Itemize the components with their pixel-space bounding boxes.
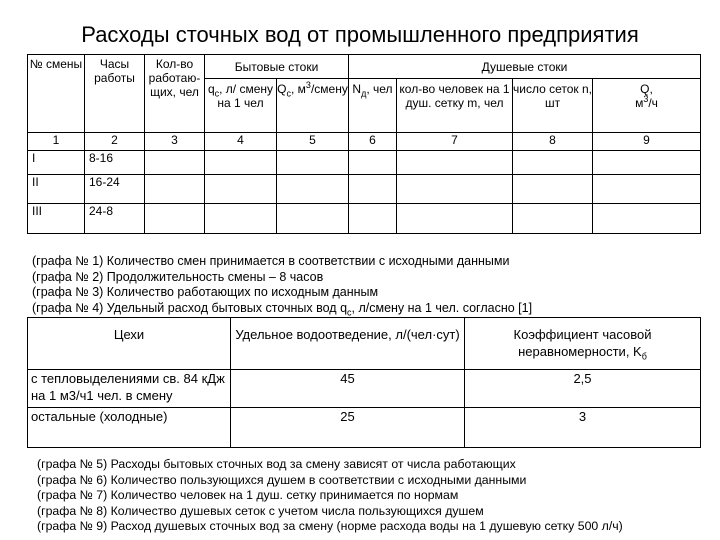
shift-cell: II <box>28 175 85 204</box>
header-grid-count: число сеток n, шт <box>513 79 593 133</box>
note-line: (графа № 9) Расход душевых сточных вод за смену (норме расхода воды на 1 душевую сетку 500 л/ч) <box>37 519 623 533</box>
notes-block-1 <box>32 254 532 316</box>
page-title: Расходы сточных вод от промышленного предприятия <box>81 22 639 47</box>
table-row <box>28 151 701 175</box>
notes-block-2 <box>37 457 623 535</box>
header-persons-per-grid: кол-во человек на 1 душ. сетку m, чел <box>397 79 513 133</box>
header-shower: Душевые стоки <box>349 55 701 79</box>
note-line: (графа № 7) Количество человек на 1 душ. сетку принимается по нормам <box>37 488 459 502</box>
shift-cell: I <box>28 151 85 175</box>
header-shift-no: № смены <box>28 55 85 133</box>
specific-value: 25 <box>231 408 465 448</box>
header-qc: $q_c$, л/ смену на 1 чел <box>205 79 277 133</box>
col-number: 3 <box>145 133 205 151</box>
col-number: 7 <box>397 133 513 151</box>
note-line: (графа № 8) Количество душевых сеток с учетом числа пользующихся душем <box>37 503 484 518</box>
table-row <box>28 370 701 408</box>
norms-table <box>27 317 701 448</box>
header-hours: Часы работы <box>85 55 145 133</box>
shift-cell: III <box>28 204 85 234</box>
header-Qc: $Q_c$, $м^3$/смену <box>277 79 349 133</box>
shop-name: с тепловыделениями св. 84 кДж на 1 м3/ч1 чел. в смену <box>28 370 231 408</box>
note-line: (графа № 2) Продолжительность смены – 8 часов <box>32 269 324 284</box>
col-number: 5 <box>277 133 349 151</box>
header-Nd: $N_д$, чел <box>349 79 397 133</box>
note-line: (графа № 1) Количество смен принимается в соответствии с исходными данными <box>32 254 510 268</box>
coef-value: 2,5 <box>465 370 701 408</box>
hours-cell: 8-16 <box>85 151 145 175</box>
col-number: 9 <box>593 133 701 151</box>
header-specific: Удельное водоотведение, л/(чел·сут) <box>231 318 465 370</box>
header-shops: Цехи <box>28 318 231 370</box>
table-row <box>28 204 701 234</box>
wastewater-table <box>27 54 701 234</box>
hours-cell: 24-8 <box>85 204 145 234</box>
col-number: 1 <box>28 133 85 151</box>
note-line: (графа № 6) Количество пользующихся душем в соответствии с исходными данными <box>37 472 527 487</box>
header-household: Бытовые стоки <box>205 55 349 79</box>
table-row <box>28 175 701 204</box>
header-workers: Кол-во работаю-щих, чел <box>145 55 205 133</box>
shop-name: остальные (холодные) <box>28 408 231 448</box>
coef-value: 3 <box>465 408 701 448</box>
note-line: (графа № 5) Расходы бытовых сточных вод за смену зависят от числа работающих <box>37 457 516 471</box>
header-coef: Коэффициент часовой неравномерности, $K_б$ <box>465 318 701 370</box>
col-number: 2 <box>85 133 145 151</box>
col-number: 6 <box>349 133 397 151</box>
col-number: 8 <box>513 133 593 151</box>
header-Q: Q, $м^3/ч$ <box>593 79 701 133</box>
note-line: (графа № 4) Удельный расход бытовых сточных вод $q_c$, л/смену на 1 чел. согласно [1] <box>32 300 533 317</box>
col-number: 4 <box>205 133 277 151</box>
note-line: (графа № 3) Количество работающих по исходным данным <box>32 285 379 299</box>
table-row <box>28 408 701 448</box>
specific-value: 45 <box>231 370 465 408</box>
hours-cell: 16-24 <box>85 175 145 204</box>
